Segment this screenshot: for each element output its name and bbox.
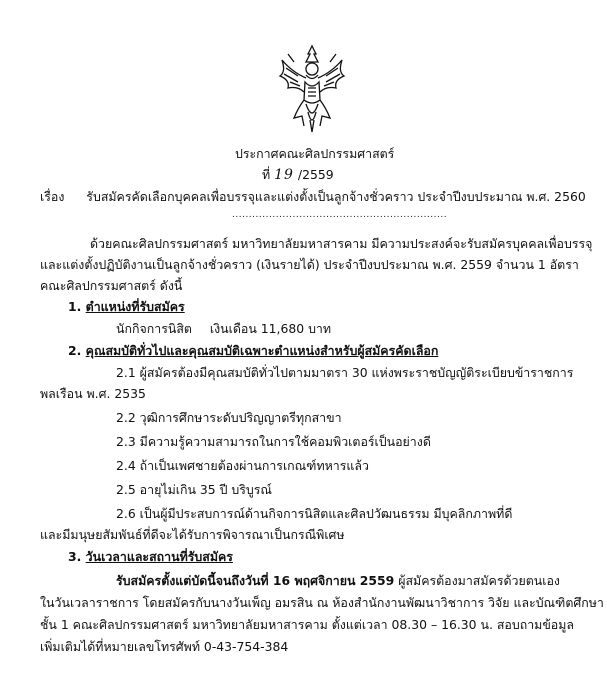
number-prefix: ที่: [262, 167, 271, 182]
application-deadline: รับสมัครตั้งแต่บัดนี้จนถึงวันที่ 16 พฤศจิกายน 2559: [116, 573, 395, 588]
item-number: 2.5: [116, 482, 136, 497]
salary-value: 11,680: [260, 321, 305, 336]
section-1-heading: [68, 299, 185, 315]
section-3-line-2: ในวันเวลาราชการ โดยสมัครกับนางวันเพ็ญ อมรสิน ณ ห้องสำนักงานพัฒนาวิชาการ วิจัย และบัณฑิตศึกษา: [40, 595, 604, 610]
intro-line-1: ด้วยคณะศิลปกรรมศาสตร์ มหาวิทยาลัยมหาสารคาม มีความประสงค์จะรับสมัครบุคคลเพื่อบรรจุ: [90, 236, 593, 251]
position-name: นักกิจการนิสิต: [116, 321, 192, 336]
item-number: 2.1: [116, 365, 136, 380]
section-2-number: 2.: [68, 343, 82, 358]
application-note: ผู้สมัครต้องมาสมัครด้วยตนเอง: [398, 573, 560, 588]
qualification-item: [116, 410, 342, 426]
section-2-title: คุณสมบัติทั่วไปและคุณสมบัติเฉพาะตำแหน่งสำหรับผู้สมัครคัดเลือก: [85, 343, 439, 358]
handwritten-number: 19: [274, 167, 294, 183]
section-3-number: 3.: [68, 549, 82, 564]
announcement-number: [262, 167, 334, 183]
subject-label: เรื่อง: [40, 189, 65, 204]
item-continuation: พลเรือน พ.ศ. 2535: [40, 386, 146, 401]
salary-label: เงินเดือน: [209, 321, 257, 336]
header-separator: ................................................................: [232, 210, 448, 220]
qualification-item: [116, 482, 272, 498]
item-number: 2.2: [116, 410, 136, 425]
item-text: อายุไม่เกิน 35 ปี บริบูรณ์: [139, 482, 272, 497]
item-continuation: และมีมนุษยสัมพันธ์ที่ดีจะได้รับการพิจารณาเป็นกรณีพิเศษ: [40, 527, 345, 542]
qualification-item: [116, 458, 369, 474]
intro-line-3: คณะศิลปกรรมศาสตร์ ดังนี้: [40, 278, 183, 293]
section-1-title: ตำแหน่งที่รับสมัคร: [85, 299, 185, 314]
section-1-detail: [116, 321, 331, 337]
intro-line-2: และแต่งตั้งปฏิบัติงานเป็นลูกจ้างชั่วคราว (เงินรายได้) ประจำปีงบประมาณ พ.ศ. 2559 จำนวน 1 อัตรา: [40, 257, 579, 272]
section-3-heading: [68, 549, 233, 565]
section-3-line-4: เพิ่มเติมได้ที่หมายเลขโทรศัพท์ 0-43-754-384: [40, 639, 289, 654]
item-text: ถ้าเป็นเพศชายต้องผ่านการเกณฑ์ทหารแล้ว: [139, 458, 369, 473]
item-number: 2.6: [116, 506, 136, 521]
number-suffix: /2559: [297, 167, 334, 182]
item-text: เป็นผู้มีประสบการณ์ด้านกิจการนิสิตและศิลปวัฒนธรรม มีบุคลิกภาพที่ดี: [139, 506, 513, 521]
section-2-heading: [68, 343, 438, 359]
item-number: 2.3: [116, 434, 136, 449]
qualification-item: [116, 506, 512, 522]
salary-currency: บาท: [308, 321, 332, 336]
subject-text: รับสมัครคัดเลือกบุคคลเพื่อบรรจุและแต่งตั้งเป็นลูกจ้างชั่วคราว ประจำปีงบประมาณ พ.ศ. 2560: [86, 189, 586, 204]
qualification-item: [116, 365, 573, 381]
subject-line: [40, 189, 586, 205]
item-number: 2.4: [116, 458, 136, 473]
section-3-line-1: [116, 573, 560, 589]
item-text: ผู้สมัครต้องมีคุณสมบัติทั่วไปตามมาตรา 30 แห่งพระราชบัญญัติระเบียบข้าราชการ: [139, 365, 574, 380]
section-3-line-3: ชั้น 1 คณะศิลปกรรมศาสตร์ มหาวิทยาลัยมหาสารคาม ตั้งแต่เวลา 08.30 – 16.30 น. สอบถามข้อมูล: [40, 617, 575, 632]
announcement-office: ประกาศคณะศิลปกรรมศาสตร์: [235, 146, 395, 161]
garuda-emblem-icon: [272, 42, 352, 134]
qualification-item: [116, 434, 431, 450]
item-text: วุฒิการศึกษาระดับปริญญาตรีทุกสาขา: [139, 410, 342, 425]
section-3-title: วันเวลาและสถานที่รับสมัคร: [85, 549, 233, 564]
section-1-number: 1.: [68, 299, 82, 314]
item-text: มีความรู้ความสามารถในการใช้คอมพิวเตอร์เป็นอย่างดี: [139, 434, 431, 449]
